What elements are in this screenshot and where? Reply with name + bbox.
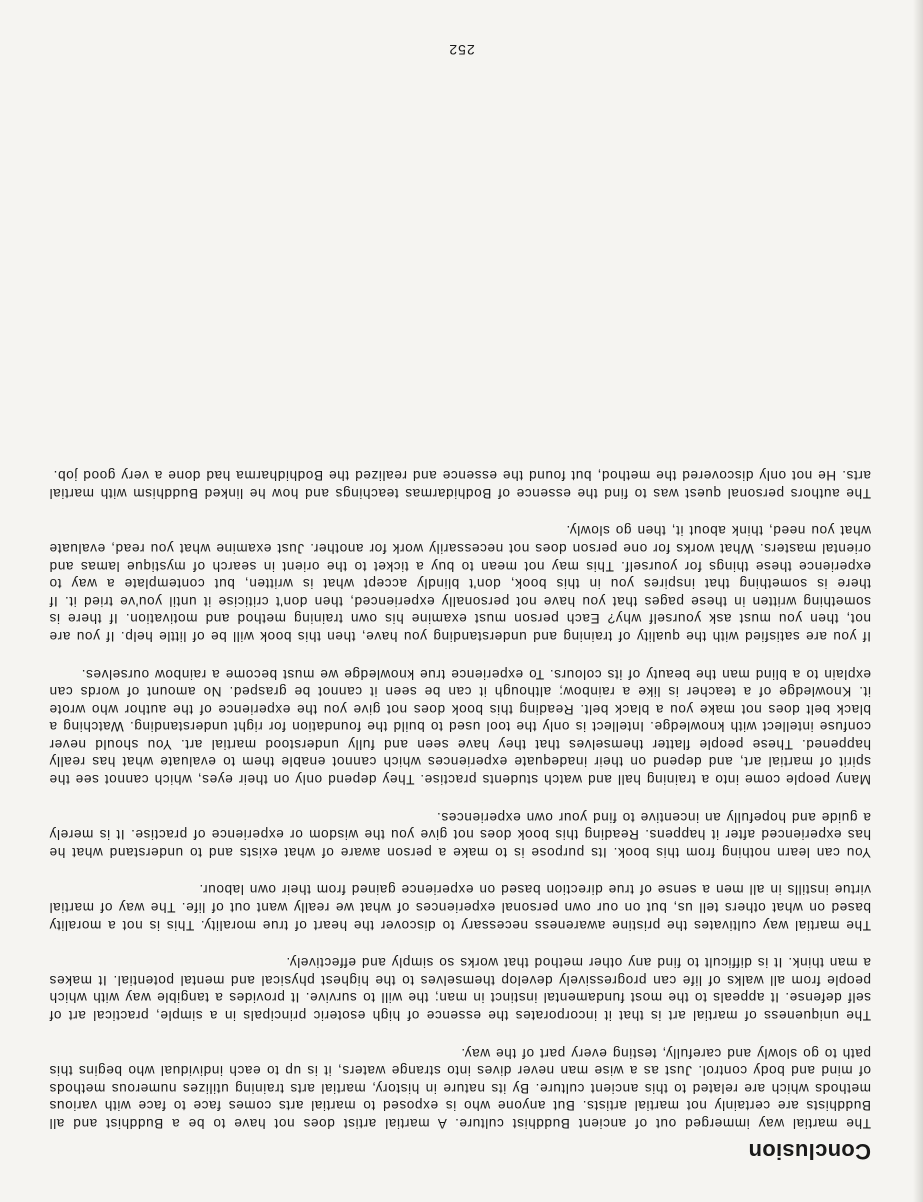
page-edge-shadow (913, 0, 923, 1202)
paragraph-5: Many people come into a training hall and watch students practise. They depend only on their eyes, which cannot see the spirit of martial art, and depend on their inadequate experiences which cannot enable them to evaluate what has really happened. These people flatter themselves that they have seen and fully understood martial art. You should never confuse intellect with knowledge. Intellect is only the tool used to build the foundation for right understanding. Watching a black belt does not make you a black belt. Reading this book does not give you the experience of the author who wrote it. Knowledge of a teacher is like a rainbow; although it can be seen it cannot be grasped. No amount of words can explain to a blind man the beauty of its colours. To experience true knowledge we must become a rainbow ourselves. (49, 666, 871, 788)
page-content (49, 447, 871, 1164)
page-number: 252 (448, 42, 475, 58)
paragraph-1: The martial way immerged out of ancient Buddhist culture. A martial artist does not have to be a Buddhist and all Buddhists are certainly not martial artists. But anyone who is exposed to martial arts comes face to face with various methods which are related to this ancient culture. By its nature in history, martial arts training utilizes numerous methods of mind and body control. Just as a wise man never dives into strange waters, it is up to each individual who begins this path to go slowly and carefully, testing every part of the way. (49, 1045, 871, 1131)
paragraph-6: If you are satisfied with the quality of training and understanding you have, then this book will be of little help. If you are not, then you must ask yourself why? Each person must examine his own training method and motivation. If there is something written in these pages that you have not personally experienced, then don't criticise it until you've tried it. If there is something that inspires you in this book, don't blindly accept what is written, but contemplate a way to experience these things for yourself. This may not mean to buy a ticket to the orient in search of mystique lamas and oriental masters. What works for one person does not necessarily work for another. Just examine what you read, evaluate what you need, think about it, then go slowly. (49, 523, 871, 644)
paragraph-3: The martial way cultivates the pristine awareness necessary to discover the heart of true morality. This is not a morality based on what others tell us, but on our own personal experiences of what we really want out of life. The way of martial virtue instills in all men a sense of true direction based on experience gained from their own labour. (49, 882, 871, 933)
paragraph-4: You can learn nothing from this book. Its purpose is to make a person aware of what exists and to understand what he has experienced after it happens. Reading this book does not give you the wisdom or experience of practise. It is merely a guide and hopefully an incentive to find your own experiences. (49, 809, 871, 860)
paragraph-2: The uniqueness of martial art is that it incorporates the essence of high esoteric principals in a simple, practical art of self defense. It appeals to the most fundamental instinct in man; the will to survive. It provides a tangible way with which people from all walks of life can progressively develop themselves to the highest physical and mental potential. It makes a man think. It is difficult to find any other method that works so simply and effectively. (49, 955, 871, 1024)
paragraph-7: The authors personal quest was to find the essence of Bodhidarmas teachings and how he linked Buddhism with martial arts. He not only discovered the method, but found the essence and realized the Bodhidharma had done a very good job. (49, 468, 871, 501)
chapter-title: Conclusion (748, 1139, 871, 1164)
